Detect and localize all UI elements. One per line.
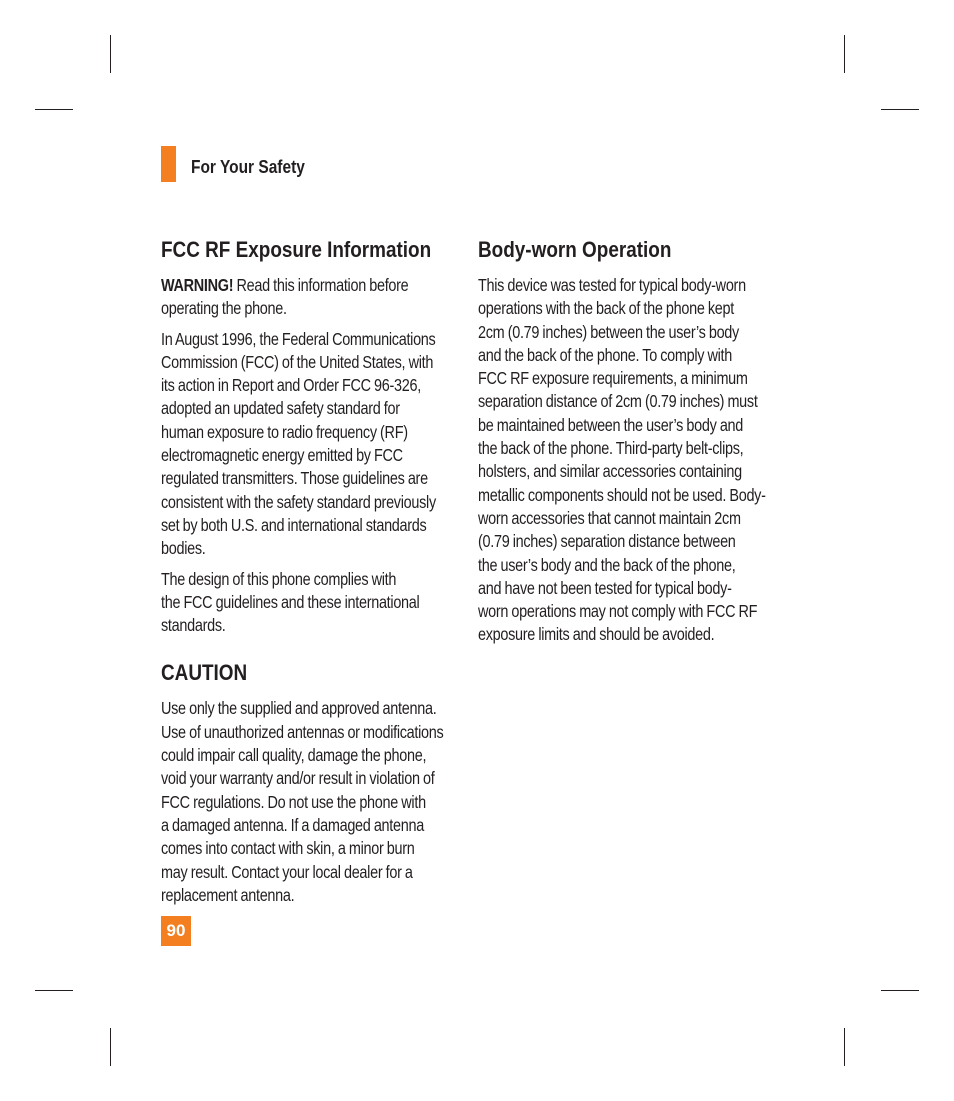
caution-heading: CAUTION: [161, 660, 248, 686]
text-line: the FCC guidelines and these international: [161, 591, 420, 612]
warning-text: Read this information before: [233, 275, 409, 295]
text-line: may result. Contact your local dealer for a: [161, 861, 413, 882]
text-line: bodies.: [161, 538, 206, 559]
text-line: a damaged antenna. If a damaged antenna: [161, 814, 424, 835]
text-line: and the back of the phone. To comply with: [478, 344, 732, 365]
text-line: void your warranty and/or result in violation of: [161, 768, 435, 789]
text-line: its action in Report and Order FCC 96-326,: [161, 375, 421, 396]
caution-paragraph: [161, 697, 447, 907]
text-line: human exposure to radio frequency (RF): [161, 421, 408, 442]
caution-section: [161, 659, 453, 907]
page-number-badge: 90: [161, 916, 191, 946]
fcc-heading: FCC RF Exposure Information: [161, 237, 432, 262]
body-worn-heading: Body-worn Operation: [478, 237, 672, 262]
text-line: replacement antenna.: [161, 884, 295, 905]
text-line: FCC regulations. Do not use the phone with: [161, 791, 426, 812]
text-line: worn accessories that cannot maintain 2cm: [478, 507, 741, 528]
text-line: electromagnetic energy emitted by FCC: [161, 445, 403, 466]
text-line: (0.79 inches) separation distance between: [478, 531, 736, 552]
text-line: the back of the phone. Third-party belt-clips,: [478, 438, 744, 459]
warning-line-2: operating the phone.: [161, 298, 287, 319]
left-column: [161, 236, 453, 914]
text-line: FCC RF exposure requirements, a minimum: [478, 368, 748, 389]
body-worn-paragraph: [478, 274, 764, 647]
crop-mark-top-right-horizontal: [881, 109, 919, 110]
text-line: In August 1996, the Federal Communications: [161, 328, 436, 349]
section-marker-bar: [161, 146, 176, 182]
text-line: worn operations may not comply with FCC RF: [478, 601, 758, 622]
text-line: be maintained between the user’s body and: [478, 414, 744, 435]
warning-paragraph: [161, 274, 447, 321]
right-column: [478, 236, 780, 654]
text-line: This device was tested for typical body-worn: [478, 275, 746, 295]
section-title: For Your Safety: [191, 157, 305, 177]
text-line: exposure limits and should be avoided.: [478, 624, 715, 645]
fcc-paragraph-1: [161, 328, 447, 561]
crop-mark-top-left-vertical: [110, 35, 111, 73]
text-line: consistent with the safety standard previously: [161, 491, 436, 512]
text-line: could impair call quality, damage the phone,: [161, 745, 427, 766]
text-line: regulated transmitters. Those guidelines are: [161, 468, 428, 489]
text-line: standards.: [161, 615, 226, 636]
text-line: comes into contact with skin, a minor burn: [161, 838, 415, 859]
fcc-paragraph-2: [161, 568, 447, 638]
text-line: set by both U.S. and international standards: [161, 514, 427, 535]
text-line: adopted an updated safety standard for: [161, 398, 400, 419]
text-line: separation distance of 2cm (0.79 inches) must: [478, 391, 758, 412]
text-line: the user’s body and the back of the phone,: [478, 554, 736, 575]
crop-mark-top-right-vertical: [844, 35, 845, 73]
crop-mark-bottom-right-vertical: [844, 1028, 845, 1066]
text-line: metallic components should not be used. Body-: [478, 484, 766, 505]
text-line: Commission (FCC) of the United States, with: [161, 351, 434, 372]
crop-mark-top-left-horizontal: [35, 109, 73, 110]
text-line: The design of this phone complies with: [161, 568, 397, 589]
text-line: 2cm (0.79 inches) between the user’s body: [478, 321, 739, 342]
crop-mark-bottom-left-horizontal: [35, 990, 73, 991]
text-line: and have not been tested for typical body-: [478, 577, 732, 598]
text-line: holsters, and similar accessories containing: [478, 461, 742, 482]
text-line: Use only the supplied and approved antenna.: [161, 698, 437, 719]
warning-line-1: [161, 274, 447, 297]
text-line: operations with the back of the phone kept: [478, 298, 735, 319]
warning-label: WARNING!: [161, 275, 234, 295]
text-line: Use of unauthorized antennas or modifications: [161, 721, 444, 742]
crop-mark-bottom-left-vertical: [110, 1028, 111, 1066]
crop-mark-bottom-right-horizontal: [881, 990, 919, 991]
